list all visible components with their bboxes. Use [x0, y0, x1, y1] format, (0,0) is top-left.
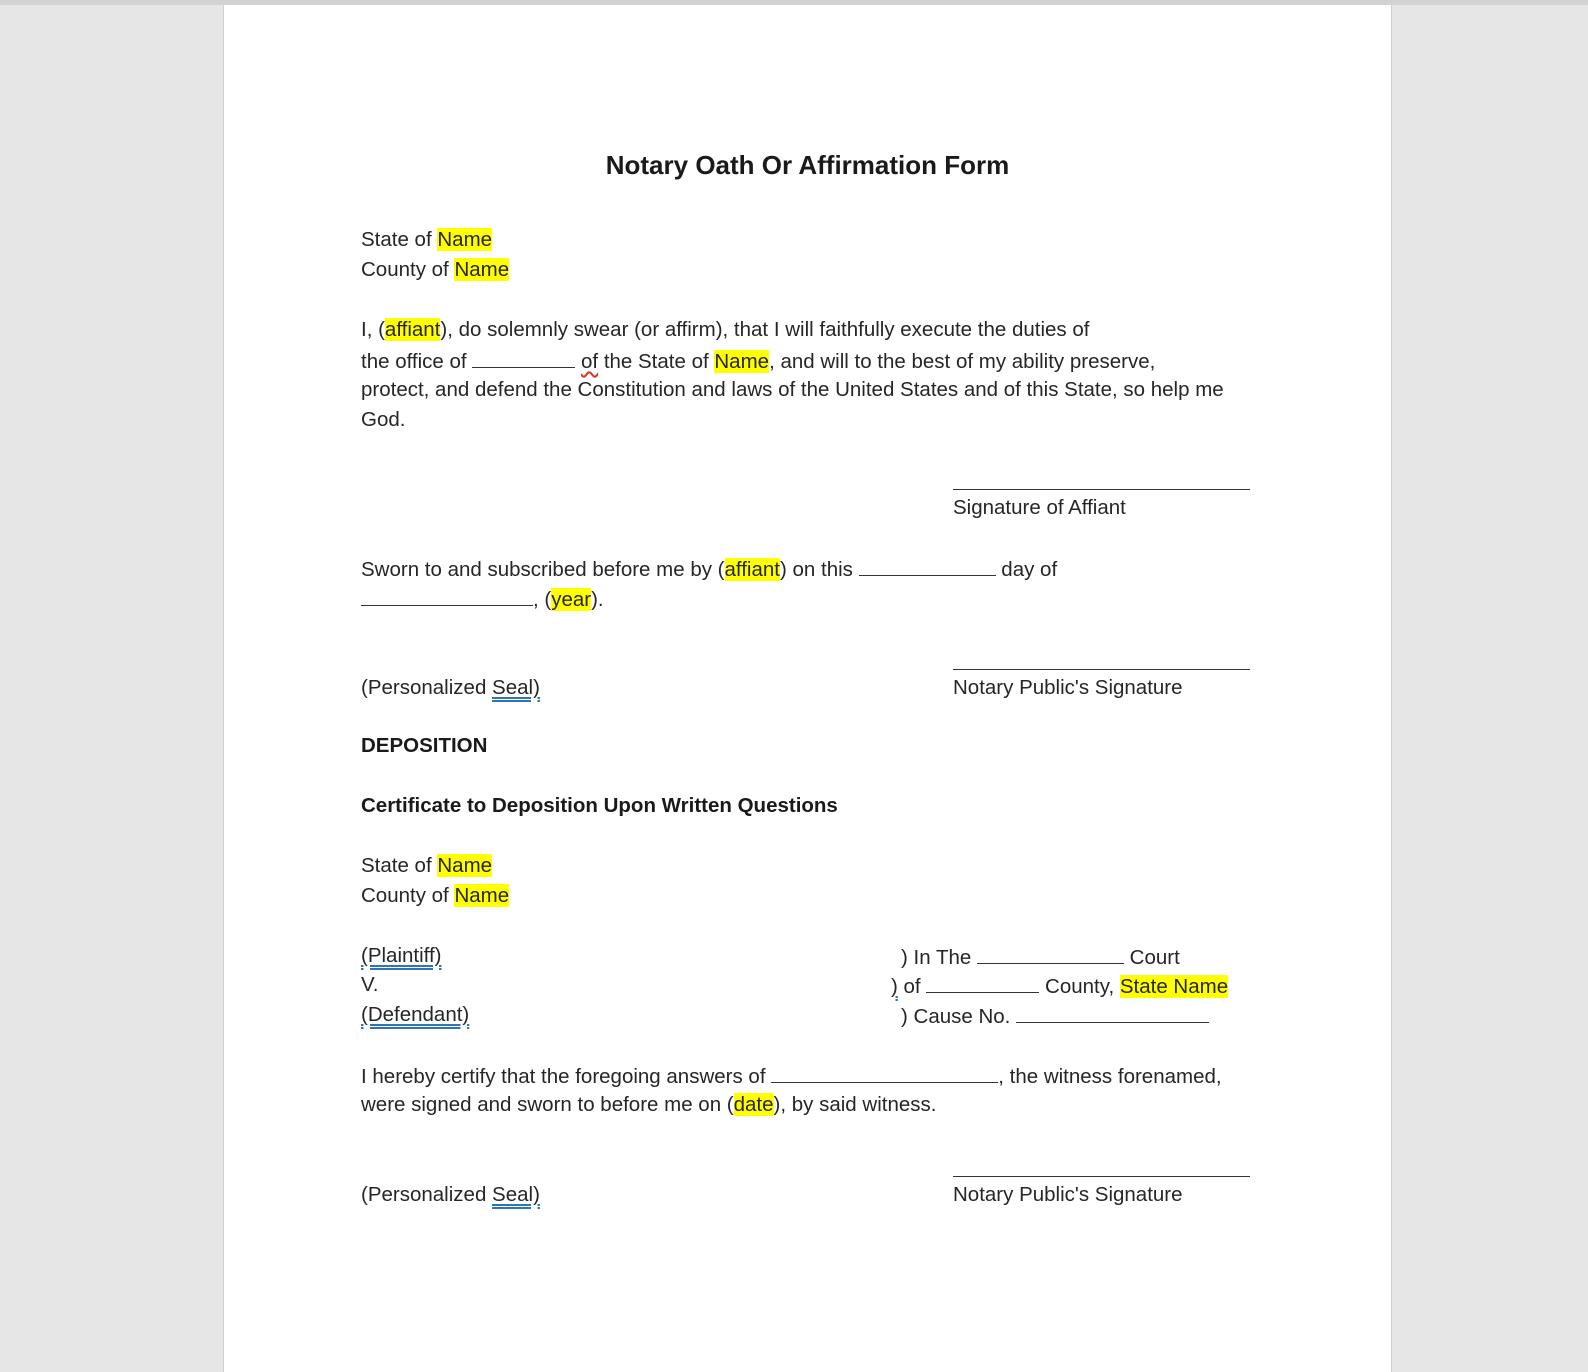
- personalized-seal: (Personalized Seal): [361, 676, 540, 699]
- certify-line-1: I hereby certify that the foregoing answers of , the witness forenamed,: [361, 1060, 1222, 1092]
- county-line: County of Name: [361, 258, 510, 281]
- versus-label: V.: [361, 973, 379, 996]
- affiant-field[interactable]: affiant: [384, 318, 441, 341]
- certificate-heading: Certificate to Deposition Upon Written Questions: [361, 794, 838, 817]
- month-blank[interactable]: [361, 583, 533, 606]
- plaintiff-field[interactable]: (Plaintiff): [361, 944, 442, 967]
- cause-number-line: ) Cause No.: [901, 1000, 1209, 1032]
- affiant-field[interactable]: affiant: [724, 558, 780, 581]
- county-line: County of Name: [361, 884, 510, 907]
- state-name-field[interactable]: Name: [714, 350, 770, 373]
- affiant-signature-line[interactable]: [953, 489, 1250, 490]
- court-blank[interactable]: [977, 941, 1124, 964]
- day-blank[interactable]: [859, 553, 996, 576]
- notary-signature-label: Notary Public's Signature: [953, 676, 1183, 699]
- county-name-field[interactable]: Name: [454, 258, 510, 281]
- sworn-line-2: , (year).: [361, 583, 604, 615]
- certify-line-2: were signed and sworn to before me on (date), by said witness.: [361, 1093, 937, 1116]
- notary-signature-line[interactable]: [953, 1176, 1250, 1177]
- cause-number-blank[interactable]: [1016, 1000, 1209, 1023]
- office-blank[interactable]: [472, 345, 575, 368]
- sworn-line-1: Sworn to and subscribed before me by (affiant) on this day of: [361, 553, 1057, 585]
- county-name-field[interactable]: Name: [454, 884, 510, 907]
- document-title: Notary Oath Or Affirmation Form: [605, 150, 1010, 180]
- signature-of-affiant-label: Signature of Affiant: [953, 496, 1126, 519]
- document-page[interactable]: [223, 5, 1392, 1372]
- state-line: State of Name: [361, 854, 493, 877]
- notary-signature-label: Notary Public's Signature: [953, 1183, 1183, 1206]
- defendant-field[interactable]: (Defendant): [361, 1003, 470, 1026]
- oath-line-3: protect, and defend the Constitution and laws of the United States and of this State, so help me: [361, 378, 1224, 401]
- state-name-field[interactable]: Name: [437, 228, 493, 251]
- oath-line-1: I, (affiant), do solemnly swear (or affirm), that I will faithfully execute the duties of: [361, 318, 1090, 341]
- county-blank[interactable]: [926, 970, 1039, 993]
- state-line: State of Name: [361, 228, 493, 251]
- deposition-heading: DEPOSITION: [361, 734, 488, 757]
- state-name-field[interactable]: State Name: [1119, 975, 1229, 998]
- oath-line-4: God.: [361, 408, 406, 431]
- state-name-field[interactable]: Name: [437, 854, 493, 877]
- county-state-line: ) of County, State Name: [891, 970, 1228, 1002]
- personalized-seal: (Personalized Seal): [361, 1183, 540, 1206]
- witness-blank[interactable]: [771, 1060, 998, 1083]
- notary-signature-line[interactable]: [953, 669, 1250, 670]
- year-field[interactable]: year: [551, 588, 592, 611]
- court-line: ) In The Court: [901, 941, 1180, 973]
- date-field[interactable]: date: [733, 1093, 774, 1116]
- oath-line-2: the office of of the State of Name, and will to the best of my ability preserve,: [361, 345, 1155, 377]
